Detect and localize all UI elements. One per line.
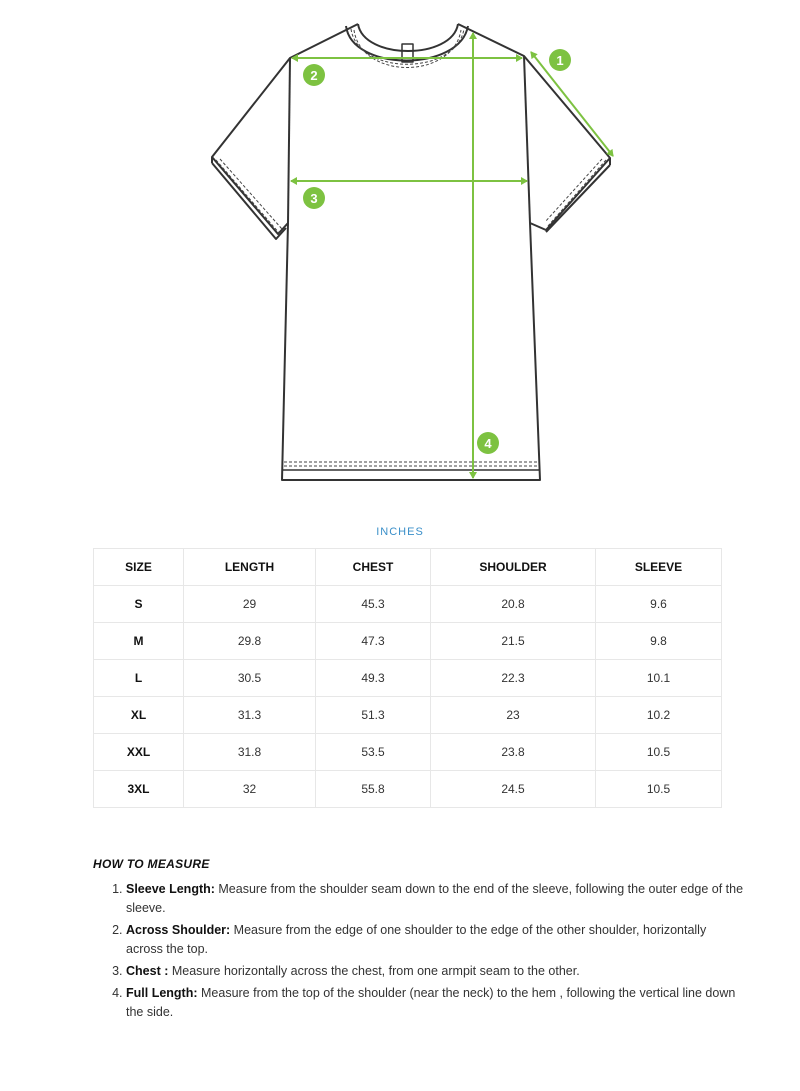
shoulder-cell: 22.3	[431, 660, 596, 697]
list-item	[126, 921, 746, 959]
step-term: Sleeve Length	[126, 882, 211, 896]
sleeve-cell: 9.6	[596, 586, 722, 623]
tshirt-outline	[212, 24, 610, 480]
shoulder-cell: 24.5	[431, 771, 596, 808]
step-sep: :	[226, 923, 231, 937]
table-row	[94, 734, 722, 771]
step-text: Measure horizontally across the chest, from one armpit seam to the other.	[168, 964, 580, 978]
size-cell: M	[94, 623, 184, 660]
unit-label: INCHES	[376, 526, 424, 538]
shoulder-cell: 23	[431, 697, 596, 734]
table-row	[94, 660, 722, 697]
sleeve-cell: 10.2	[596, 697, 722, 734]
chest-cell: 53.5	[316, 734, 431, 771]
sleeve-cell: 10.1	[596, 660, 722, 697]
table-row	[94, 623, 722, 660]
length-cell: 29	[184, 586, 316, 623]
size-cell: S	[94, 586, 184, 623]
tshirt-measurement-diagram	[0, 0, 800, 500]
shoulder-cell: 20.8	[431, 586, 596, 623]
header-size: SIZE	[94, 549, 184, 586]
svg-text:1: 1	[556, 53, 564, 68]
list-item	[126, 880, 746, 918]
stitching	[216, 29, 606, 466]
size-cell: 3XL	[94, 771, 184, 808]
step-term: Full Length	[126, 986, 194, 1000]
chest-cell: 51.3	[316, 697, 431, 734]
length-cell: 30.5	[184, 660, 316, 697]
step-term: Across Shoulder	[126, 923, 227, 937]
length-cell: 29.8	[184, 623, 316, 660]
step-sep: :	[160, 964, 169, 978]
list-item	[126, 984, 746, 1022]
marker-2	[303, 64, 325, 86]
shoulder-cell: 23.8	[431, 734, 596, 771]
size-cell: XXL	[94, 734, 184, 771]
sleeve-cell: 10.5	[596, 734, 722, 771]
header-chest: CHEST	[316, 549, 431, 586]
header-shoulder: SHOULDER	[431, 549, 596, 586]
step-text: Measure from the top of the shoulder (near the neck) to the hem , following the vertical line down the side.	[126, 986, 736, 1019]
table-row	[94, 771, 722, 808]
measure-steps-list	[93, 880, 746, 1025]
chest-cell: 47.3	[316, 623, 431, 660]
marker-4	[477, 432, 499, 454]
marker-1	[549, 49, 571, 71]
table-row	[94, 586, 722, 623]
size-cell: XL	[94, 697, 184, 734]
chest-cell: 49.3	[316, 660, 431, 697]
chest-cell: 55.8	[316, 771, 431, 808]
size-chart-table	[93, 548, 722, 808]
how-to-measure-heading: HOW TO MEASURE	[93, 857, 210, 871]
step-term: Chest	[126, 964, 161, 978]
step-text: Measure from the edge of one shoulder to the edge of the other shoulder, horizontally across the top.	[126, 923, 707, 956]
step-text: Measure from the shoulder seam down to the end of the sleeve, following the outer edge of the sleeve.	[126, 882, 744, 915]
sleeve-cell: 10.5	[596, 771, 722, 808]
svg-text:2: 2	[310, 68, 318, 83]
marker-3	[303, 187, 325, 209]
svg-text:4: 4	[484, 436, 492, 451]
measurement-arrows	[291, 33, 613, 478]
header-length: LENGTH	[184, 549, 316, 586]
table-row	[94, 697, 722, 734]
length-cell: 31.3	[184, 697, 316, 734]
shoulder-cell: 21.5	[431, 623, 596, 660]
size-cell: L	[94, 660, 184, 697]
chest-cell: 45.3	[316, 586, 431, 623]
table-header-row	[94, 549, 722, 586]
step-sep: :	[193, 986, 198, 1000]
header-sleeve: SLEEVE	[596, 549, 722, 586]
sleeve-length-arrow	[531, 52, 613, 156]
list-item	[126, 962, 746, 981]
svg-text:3: 3	[310, 191, 318, 206]
sleeve-cell: 9.8	[596, 623, 722, 660]
length-cell: 32	[184, 771, 316, 808]
length-cell: 31.8	[184, 734, 316, 771]
step-sep: :	[210, 882, 215, 896]
